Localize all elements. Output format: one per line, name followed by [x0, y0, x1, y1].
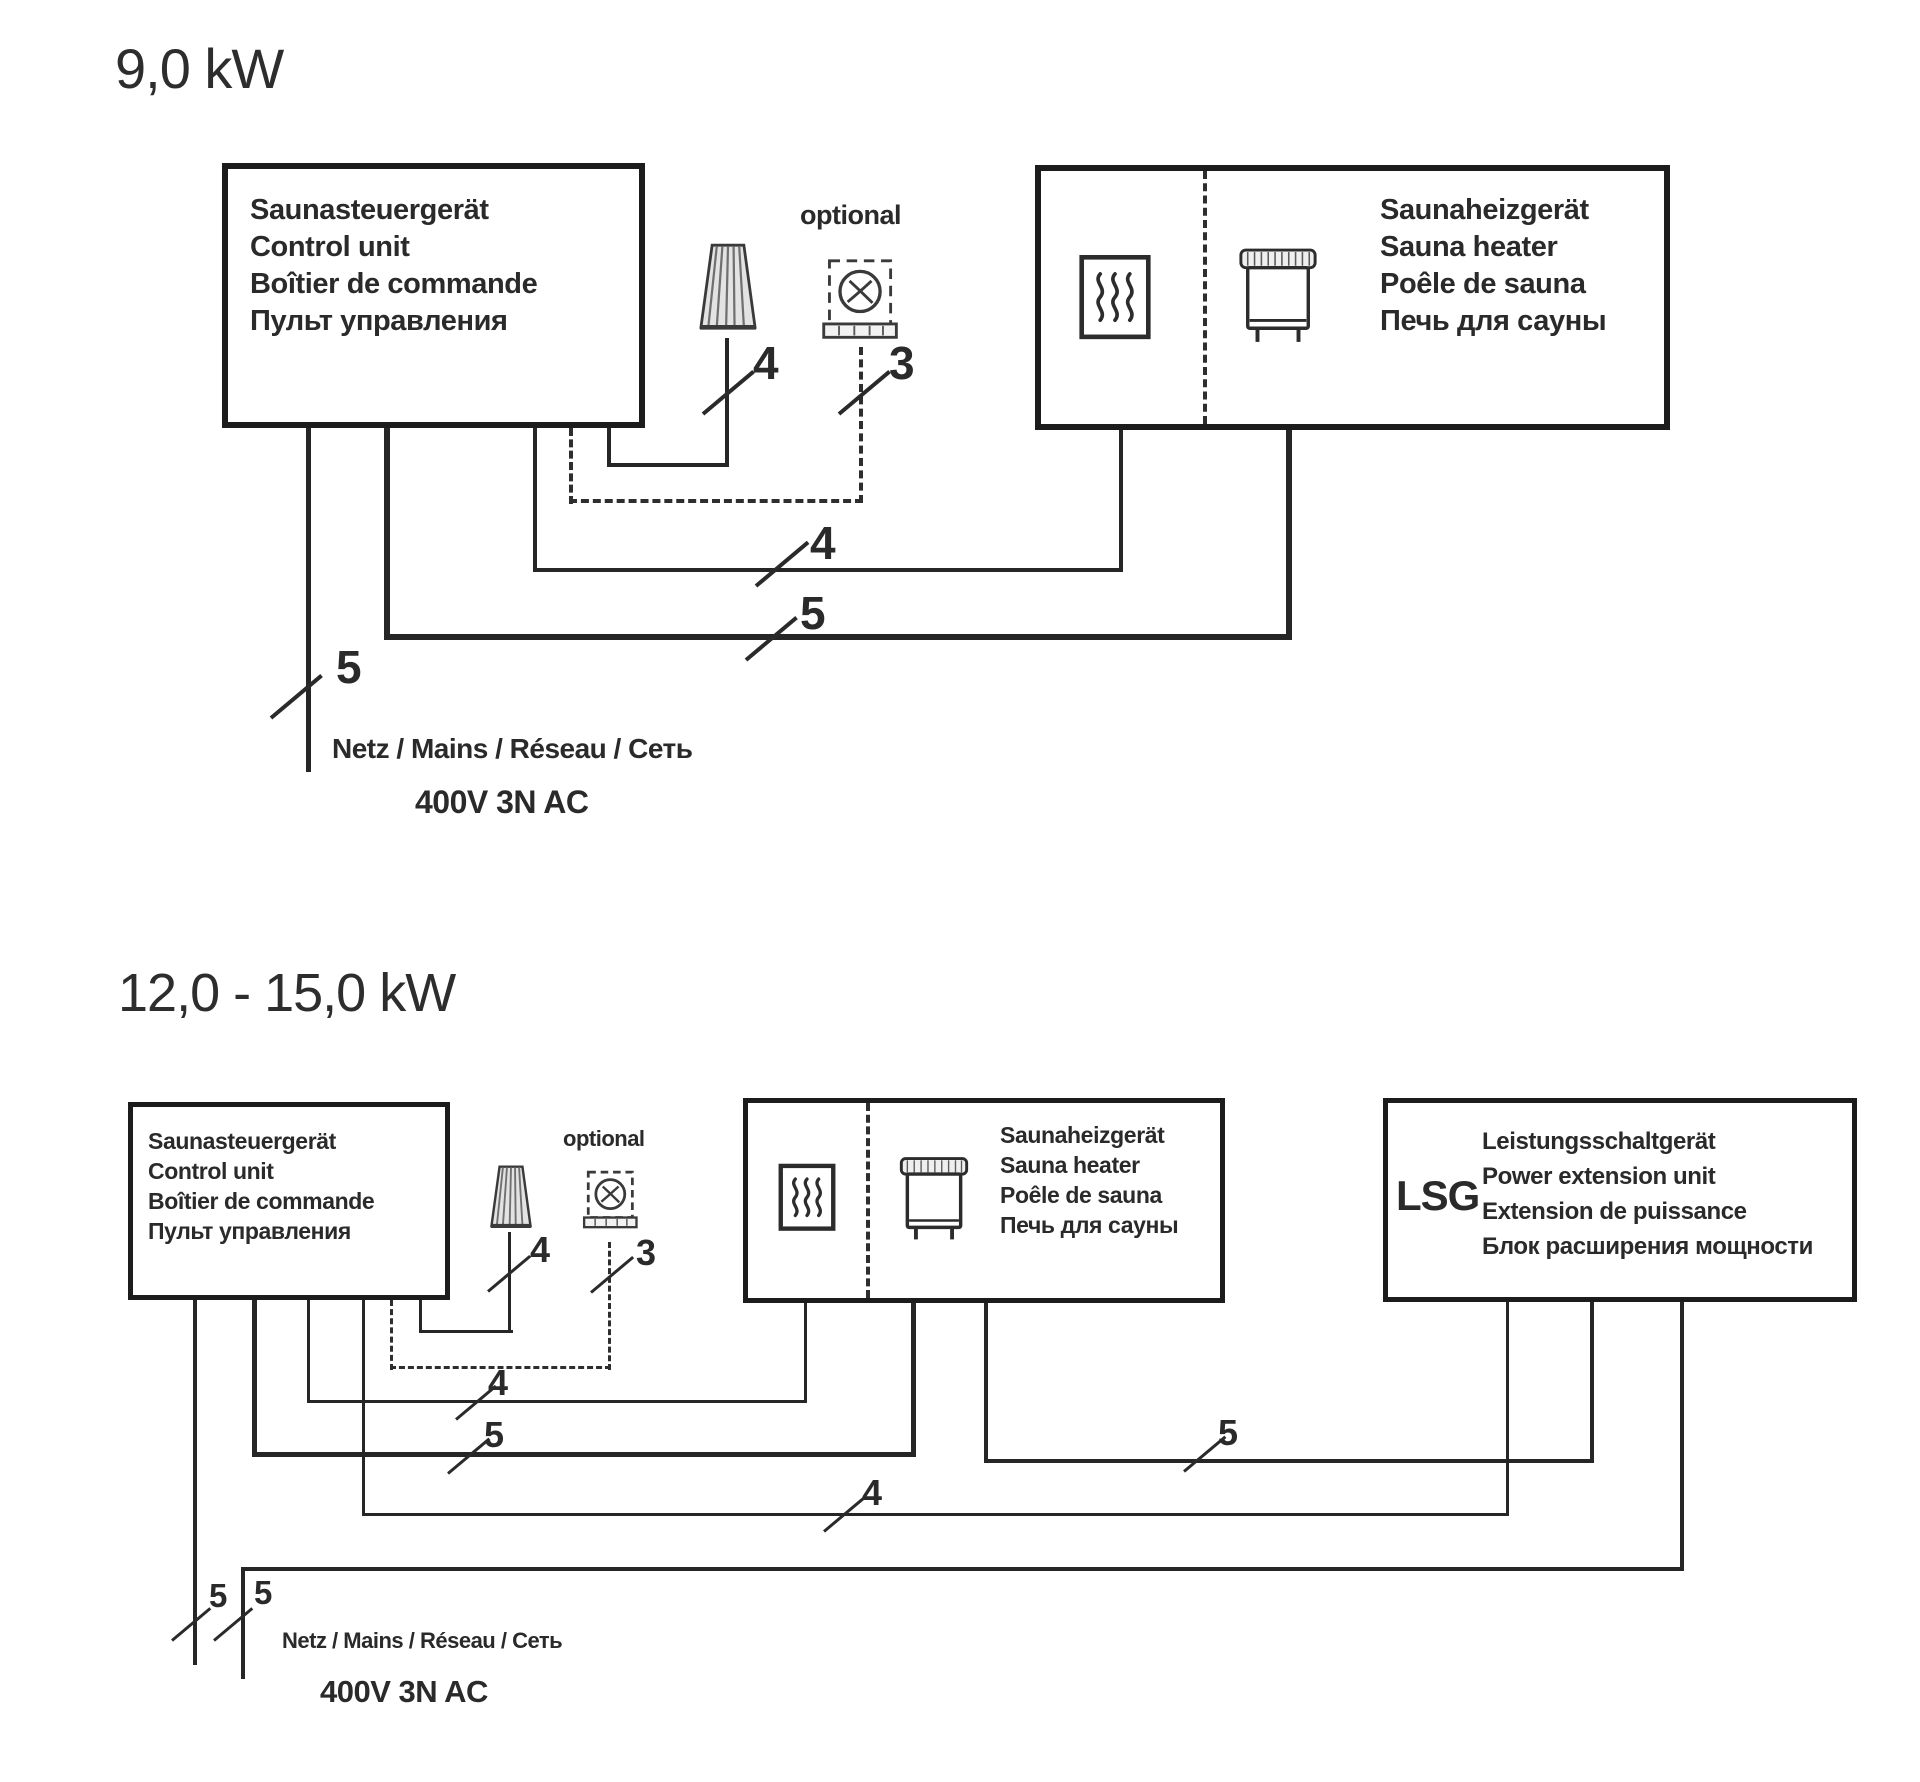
diagram-title: 12,0 - 15,0 kW [118, 963, 456, 1023]
cable-label-4: 4 [488, 1362, 509, 1403]
wire-lsg5-right [1590, 1302, 1594, 1462]
wire-mains-lsg-down [241, 1567, 245, 1679]
wire-cable4-right [1119, 430, 1123, 570]
wire-lamp-stem [508, 1232, 511, 1333]
cable-label-mains-b: 5 [254, 1574, 273, 1611]
cable-tick-sensor [838, 370, 891, 415]
heat-waves-icon [775, 1163, 839, 1233]
wire-cable3-left [390, 1300, 393, 1370]
wire-lamp-left [419, 1300, 422, 1333]
wire-cable4-right [804, 1303, 807, 1402]
wire-cable5-run [252, 1452, 916, 1457]
voltage-label: 400V 3N AC [320, 1674, 488, 1709]
wire-lsg4-run [362, 1513, 1509, 1516]
cable-tick-sensor [590, 1256, 634, 1294]
heater-box-divider [1203, 171, 1207, 424]
wire-lamp-stem [725, 338, 729, 467]
sauna-heater-label: Saunaheizgerät Sauna heater Poêle de sauna Печь для сауны [1000, 1122, 1179, 1238]
wire-lsg4-left [362, 1300, 365, 1516]
lamp-icon [686, 240, 770, 340]
wire-cable5-left [252, 1300, 257, 1457]
wire-lsg5-left [984, 1303, 988, 1463]
wire-lamp-run [419, 1330, 513, 1333]
sauna-heater-label: Saunaheizgerät Sauna heater Poêle de sauna Печь для сауны [1380, 194, 1607, 337]
cable-tick-lsg5 [1183, 1436, 1226, 1473]
wire-lsg4-right [1506, 1302, 1509, 1515]
cable-label-lsg4: 4 [862, 1472, 883, 1513]
wire-mains-cu [193, 1300, 197, 1665]
wire-mains-lsg-run [241, 1567, 1684, 1571]
fan-sensor-icon [580, 1166, 642, 1236]
wire-cable3-run [569, 499, 863, 503]
cable-label-sensor: 3 [889, 337, 915, 389]
cable-label-5: 5 [800, 587, 826, 639]
wire-cable4-left [307, 1300, 310, 1403]
cable-tick-4 [755, 541, 810, 588]
mains-label: Netz / Mains / Réseau / Сеть [282, 1628, 563, 1653]
heat-waves-icon [1078, 252, 1152, 344]
cable-label-mains: 5 [336, 641, 362, 693]
lsg-abbr: LSG [1396, 1172, 1480, 1219]
cable-label-5: 5 [484, 1414, 505, 1455]
heater-stove-icon [896, 1150, 972, 1248]
optional-label: optional [800, 200, 901, 230]
diagram-title: 9,0 kW [115, 37, 284, 100]
wire-cable4-run [307, 1400, 807, 1403]
wire-mains [306, 428, 311, 772]
cable-label-sensor: 3 [636, 1232, 657, 1273]
wire-cable5-left [384, 428, 390, 640]
cable-label-mains-a: 5 [209, 1577, 228, 1614]
wire-cable5-right [911, 1303, 916, 1455]
cable-label-4: 4 [810, 517, 836, 569]
heater-box-divider [866, 1103, 870, 1298]
wire-cable3-right [859, 347, 863, 503]
mains-label: Netz / Mains / Réseau / Сеть [332, 733, 693, 764]
control-unit-label: Saunasteuergerät Control unit Boîtier de commande Пульт управления [148, 1128, 375, 1244]
wire-lsg5-run [984, 1459, 1594, 1463]
wire-lamp-run [607, 463, 729, 467]
power-extension-label: Leistungsschaltgerät Power extension unit Extension de puissance Блок расширения мощности [1482, 1128, 1814, 1260]
cable-label-lsg5: 5 [1218, 1412, 1239, 1453]
fan-sensor-icon [818, 255, 904, 347]
cable-tick-mains-a [171, 1607, 211, 1641]
wire-cable5-run [384, 634, 1292, 640]
wire-mains-lsg-up [1680, 1302, 1684, 1570]
cable-label-lamp: 4 [753, 337, 779, 389]
wire-cable3-left [569, 428, 573, 504]
wire-lamp-left [607, 428, 611, 467]
wire-cable4-left [533, 428, 537, 572]
cable-label-lamp: 4 [530, 1229, 551, 1270]
wire-cable5-right [1286, 430, 1292, 638]
optional-label: optional [563, 1126, 645, 1151]
voltage-label: 400V 3N AC [415, 784, 589, 820]
cable-tick-mains [270, 674, 323, 719]
heater-stove-icon [1236, 240, 1320, 352]
control-unit-label: Saunasteuergerät Control unit Boîtier de commande Пульт управления [250, 194, 538, 337]
lamp-icon [478, 1164, 544, 1234]
wire-cable3-right [608, 1242, 611, 1370]
